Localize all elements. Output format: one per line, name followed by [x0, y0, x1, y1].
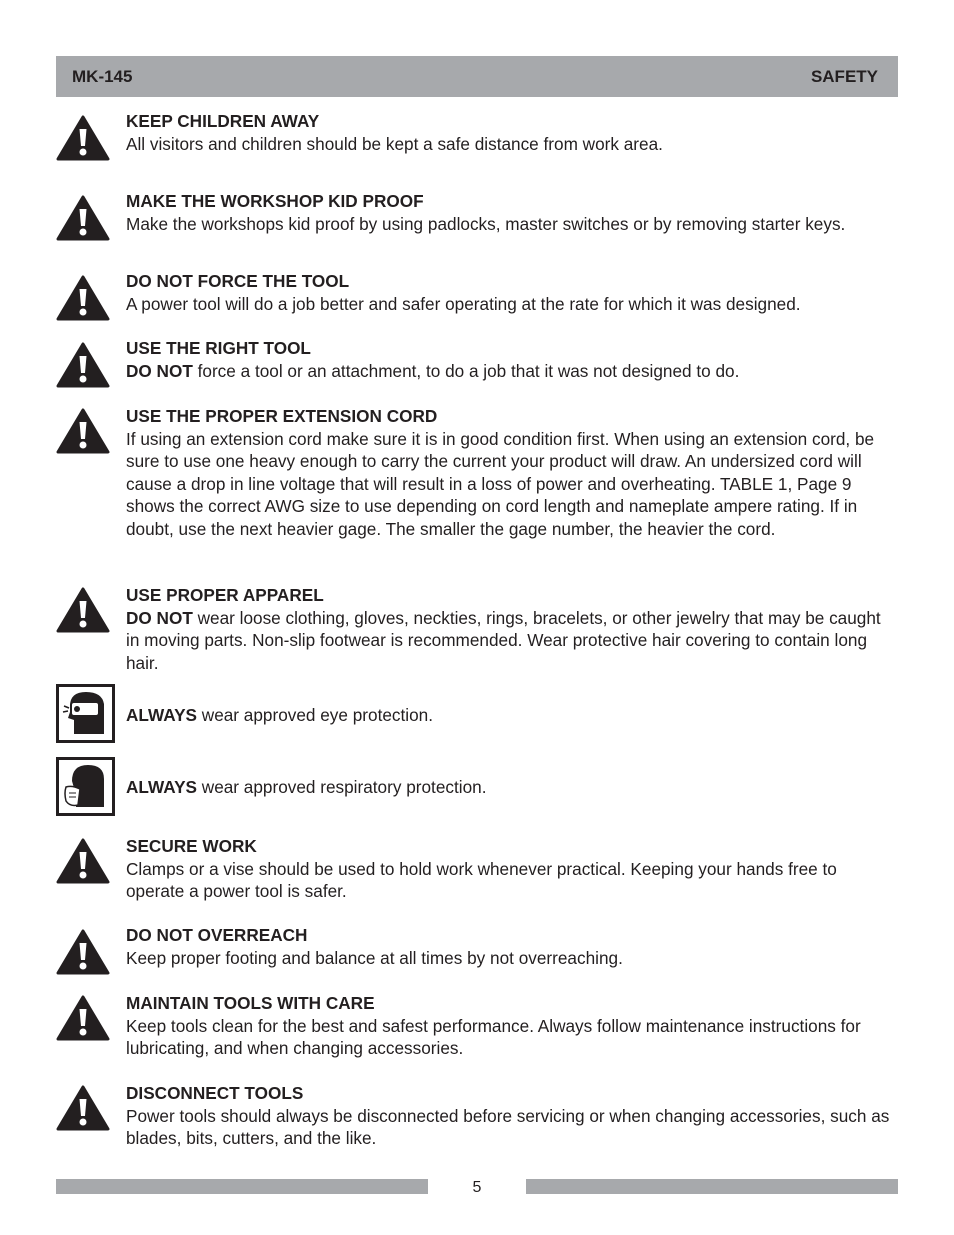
safety-item-text: [126, 190, 898, 235]
eye-protection-icon: [56, 684, 115, 743]
item-body: Keep proper footing and balance at all times by not overreaching.: [126, 947, 623, 968]
warning-triangle-icon: [56, 341, 110, 389]
safety-item-text: [126, 835, 898, 903]
page-number: 5: [472, 1179, 482, 1196]
safety-item-text: [126, 1082, 898, 1150]
item-body: wear approved eye protection.: [197, 705, 433, 725]
safety-item-text: [126, 270, 898, 315]
item-title: USE THE RIGHT TOOL: [126, 338, 311, 358]
warning-triangle-icon: [56, 928, 110, 976]
item-title: DO NOT FORCE THE TOOL: [126, 271, 350, 291]
item-body: Keep tools clean for the best and safest performance. Always follow maintenance instructions for lubricating, and when changing accessories.: [126, 1015, 861, 1058]
section-title: SAFETY: [810, 67, 878, 86]
warning-triangle-icon: [56, 837, 110, 885]
warning-triangle-icon: [56, 407, 110, 455]
safety-item-text: [126, 924, 898, 969]
item-lead: DO NOT: [126, 360, 193, 381]
item-body: All visitors and children should be kept a safe distance from work area.: [126, 133, 663, 154]
safety-item-text: [126, 704, 898, 727]
item-body: If using an extension cord make sure it is in good condition first. When using an extension cord, be sure to use one heavy enough to carry the current your product will draw. An undersized cord will cause a drop in line voltage that will result in a loss of power and overheating. TABLE 1, Page 9 shows the correct AWG size to use depending on cord length and nameplate ampere rating. If in doubt, use the next heavier gage. The smaller the gage number, the heavier the cord.: [126, 428, 875, 539]
warning-triangle-icon: [56, 586, 110, 634]
item-body: force a tool or an attachment, to do a job that it was not designed to do.: [192, 360, 740, 381]
footer-bar-right: [526, 1179, 898, 1194]
safety-item-text: [126, 992, 898, 1060]
item-title: MAINTAIN TOOLS WITH CARE: [126, 993, 375, 1013]
item-body: Clamps or a vise should be used to hold work whenever practical. Keeping your hands free to operate a power tool is safer.: [126, 858, 837, 901]
item-body: wear approved respiratory protection.: [197, 777, 487, 797]
warning-triangle-icon: [56, 1084, 110, 1132]
item-body: Power tools should always be disconnected before servicing or when changing accessories, such as blades, bits, cutters, and the like.: [126, 1105, 890, 1148]
safety-item-text: [126, 405, 898, 540]
item-body: wear loose clothing, gloves, neckties, rings, bracelets, or other jewelry that may be caught in moving parts. Non-slip footwear is recommended. Wear protective hair covering to contain long hair.: [126, 607, 881, 673]
model-number: MK-145: [72, 67, 133, 86]
item-title: MAKE THE WORKSHOP KID PROOF: [126, 191, 424, 211]
warning-triangle-icon: [56, 274, 110, 322]
footer-bar-left: [56, 1179, 428, 1194]
safety-item-text: [126, 584, 898, 674]
warning-triangle-icon: [56, 994, 110, 1042]
item-title: DO NOT OVERREACH: [126, 925, 308, 945]
item-lead: ALWAYS: [126, 705, 197, 725]
item-title: USE THE PROPER EXTENSION CORD: [126, 406, 438, 426]
warning-triangle-icon: [56, 114, 110, 162]
safety-item-text: [126, 776, 898, 799]
page-header: [56, 56, 898, 97]
respiratory-protection-icon: [56, 757, 115, 816]
item-title: SECURE WORK: [126, 836, 257, 856]
item-title: USE PROPER APPAREL: [126, 585, 324, 605]
item-lead: ALWAYS: [126, 777, 197, 797]
item-title: DISCONNECT TOOLS: [126, 1083, 304, 1103]
item-body: A power tool will do a job better and safer operating at the rate for which it was designed.: [126, 293, 801, 314]
item-body: Make the workshops kid proof by using padlocks, master switches or by removing starter keys.: [126, 213, 846, 234]
item-title: KEEP CHILDREN AWAY: [126, 111, 320, 131]
item-lead: DO NOT: [126, 607, 193, 628]
warning-triangle-icon: [56, 194, 110, 242]
safety-item-text: [126, 110, 898, 155]
safety-item-text: [126, 337, 898, 382]
